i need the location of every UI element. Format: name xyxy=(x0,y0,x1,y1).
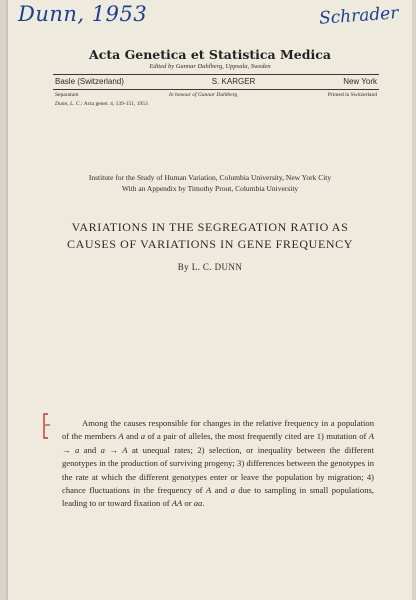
in-honour-note: In honour of Gunnar Dahlberg xyxy=(169,92,238,98)
header-rule-bottom xyxy=(53,89,379,90)
body-text-span: or xyxy=(182,498,194,509)
mutation-expression: A → a xyxy=(62,431,374,455)
allele-symbol: A xyxy=(206,485,212,496)
allele-symbol: A xyxy=(118,431,124,442)
document-page xyxy=(8,0,412,600)
journal-editor: Edited by Gunnar Dahlberg, Uppsala, Sweden xyxy=(149,63,271,70)
allele-symbol: a xyxy=(230,485,235,496)
publisher-city-right: New York xyxy=(343,77,377,86)
margin-bracket-icon xyxy=(40,413,52,439)
publisher-city-left: Basle (Switzerland) xyxy=(55,77,124,86)
separatum-label: Separatum xyxy=(55,92,79,98)
header-rule-top xyxy=(53,74,379,75)
citation-reference: Acta genet. 4, 139-151, 1953 xyxy=(83,101,148,107)
title-line-2: CAUSES OF VARIATIONS IN GENE FREQUENCY xyxy=(66,237,354,251)
separatum-row xyxy=(55,92,377,98)
mutation-expression: a → A xyxy=(100,444,128,455)
allele-symbol: a xyxy=(140,431,146,442)
genotype-symbol: aa xyxy=(193,498,203,509)
body-text-span: and xyxy=(211,485,231,496)
title-line-1: VARIATIONS IN THE SEGREGATION RATIO AS xyxy=(71,220,349,234)
printed-note: Printed in Switzerland xyxy=(327,92,377,98)
journal-name: Acta Genetica et Statistica Medica xyxy=(89,47,331,62)
publisher-name: S. KARGER xyxy=(211,77,256,86)
article-title xyxy=(8,219,412,253)
appendix-line: With an Appendix by Timothy Prout, Columbia University xyxy=(121,184,299,193)
body-text-span: at unequal rates; 2) selection, or inequality between the different genotypes in the production of surviving progeny; 3) differences between the genotypes in the rate at which the different genotypes enter or leave the population by migration; 4) chance fluctuations in the frequency of xyxy=(62,444,374,496)
body-text-span: and xyxy=(123,431,141,442)
body-text-span: and xyxy=(79,444,101,455)
citation-line xyxy=(55,101,148,107)
handwritten-note-left: Dunn, 1953 xyxy=(18,2,148,26)
body-paragraph xyxy=(62,417,374,511)
handwritten-signature: Schrader xyxy=(317,3,399,29)
body-text-span: Among the causes responsible for changes in the relative frequency in a population of the members xyxy=(62,418,374,442)
body-text-span: due to sampling in small populations, leading to or toward fixation of xyxy=(62,485,374,509)
body-text-span: of a pair of alleles, the most frequently cited are 1) mutation of xyxy=(145,431,369,442)
citation-author: Dunn, L. C.: xyxy=(55,101,83,107)
body-text-span: . xyxy=(202,498,205,509)
genotype-symbol: AA xyxy=(171,498,183,509)
publisher-row xyxy=(55,77,377,86)
institute-block xyxy=(8,172,412,194)
institute-line: Institute for the Study of Human Variation, Columbia University, New York City xyxy=(88,173,332,182)
article-author: By L. C. DUNN xyxy=(177,262,243,272)
